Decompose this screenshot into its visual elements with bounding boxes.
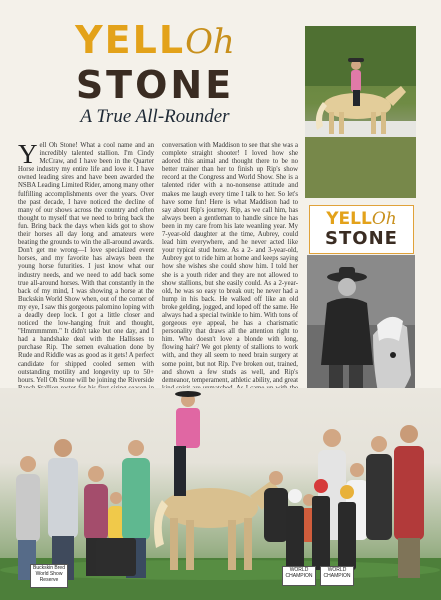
group-photo bbox=[0, 388, 441, 600]
title-oh: Oh bbox=[185, 22, 235, 62]
article-title bbox=[14, 18, 296, 106]
yell-oh-stone-logo bbox=[309, 205, 414, 254]
logo-stone: STONE bbox=[325, 228, 398, 249]
award-sign-world-champion-1: WORLD CHAMPION bbox=[282, 566, 316, 586]
photo-rider-illustration bbox=[305, 26, 416, 198]
article-subtitle: A True All-Rounder bbox=[80, 106, 230, 127]
photo-rider-palomino bbox=[305, 26, 416, 198]
title-yell: YELL bbox=[75, 18, 186, 62]
article-column-1 bbox=[18, 139, 154, 384]
logo-line-1 bbox=[310, 209, 413, 229]
article-column-2 bbox=[162, 142, 298, 384]
title-stone: STONE bbox=[75, 63, 235, 107]
logo-oh: Oh bbox=[371, 209, 397, 229]
award-sign-left: Buckskin Bred World Show Reserve bbox=[30, 564, 68, 588]
title-line-1 bbox=[14, 18, 296, 64]
column-2-text: conversation with Maddison to see that she was a complete straight shooter! I loved how she adored this animal and thought there to be no better trainer than her to finish up Rip's show record at the Congress and World Show. She is a talented rider with a no-nonsense attitude and makes me laugh every time I talk to her. So let's have some fun! Here is what Maddison had to say about Rip's journey. Rip, as we call him, has always been a gentleman to handle since he has been in my care from his late weanling year. My 7-year-old daughter at the time, Aubrey, could lead him everywhere, and he never acted like your typical stud horse. As a 2- and 3-year-old, Aubrey got to ride him at home and keeps saying how she wishes she could show him. I told her she is a youth rider and they are not allowed to show stallions, but she easily could. As a 2-year-old, he was so easy to break out; he never had a hump in his back. He walked off like an old broke gelding, jogged, and loped off the same. He always had a special twinkle to him. With tons of gorgeous eye appeal, he has a charismatic personality that draws all the attention right to him. Who doesn't love a blonde with long, flowing hair? We got plenty of stallions to work with, and they all seem to need brain surgery at some point, but not Rip. I've broken out, trained, and shown a few studs as well, and Rip's demeanor, temperament, athletic ability, and great bbox=[162, 142, 298, 384]
article-body bbox=[18, 139, 298, 384]
column-1-text: ell Oh Stone! What a cool name and an incredibly talented stallion. I'm Cindy McCraw, and I have been in the Quarter Horse industry my entire life and love it. I have owned leading sires and have been awarded the NSBA Leading Limited Rider, among many other fulfilling accomplishments over the years. Over the past decade, I have noticed the decline of many of our shows across the country and often thought to myself that we need to bring back the fun. Bring back the days when kids got to show their horses all day long and amateurs were beating the grounds to win the all-around awards. Don't get me wrong—I love specialized event horses, and my favorite has always been the young horse futurities. I just know what our industry needs, and we need to add back some true all-around horses. With that constantly in the back of my mind, I was showing a horse at the Buckskin World Show when, out of the corner of my eye, I saw this gorgeous palomino loping with a deadly deep lock. I got a little closer and noticed the low-hanging fruit and thought, "Hmmmmmm." It didn't take but one day, and I had a handshake deal with the Hallisses to purchase Rip. The semen evaluation done by Rude and Riddle was as good as it gets! A perfect candidate for shipped cooled semen with outstanding motility and longevity up to 50+ hours. Yell Oh Stone will be joining the Riverside bbox=[18, 142, 154, 384]
award-sign-world-champion-2: WORLD CHAMPION bbox=[320, 566, 354, 586]
drop-cap: Y bbox=[18, 139, 38, 169]
logo-yell: YELL bbox=[326, 209, 372, 229]
